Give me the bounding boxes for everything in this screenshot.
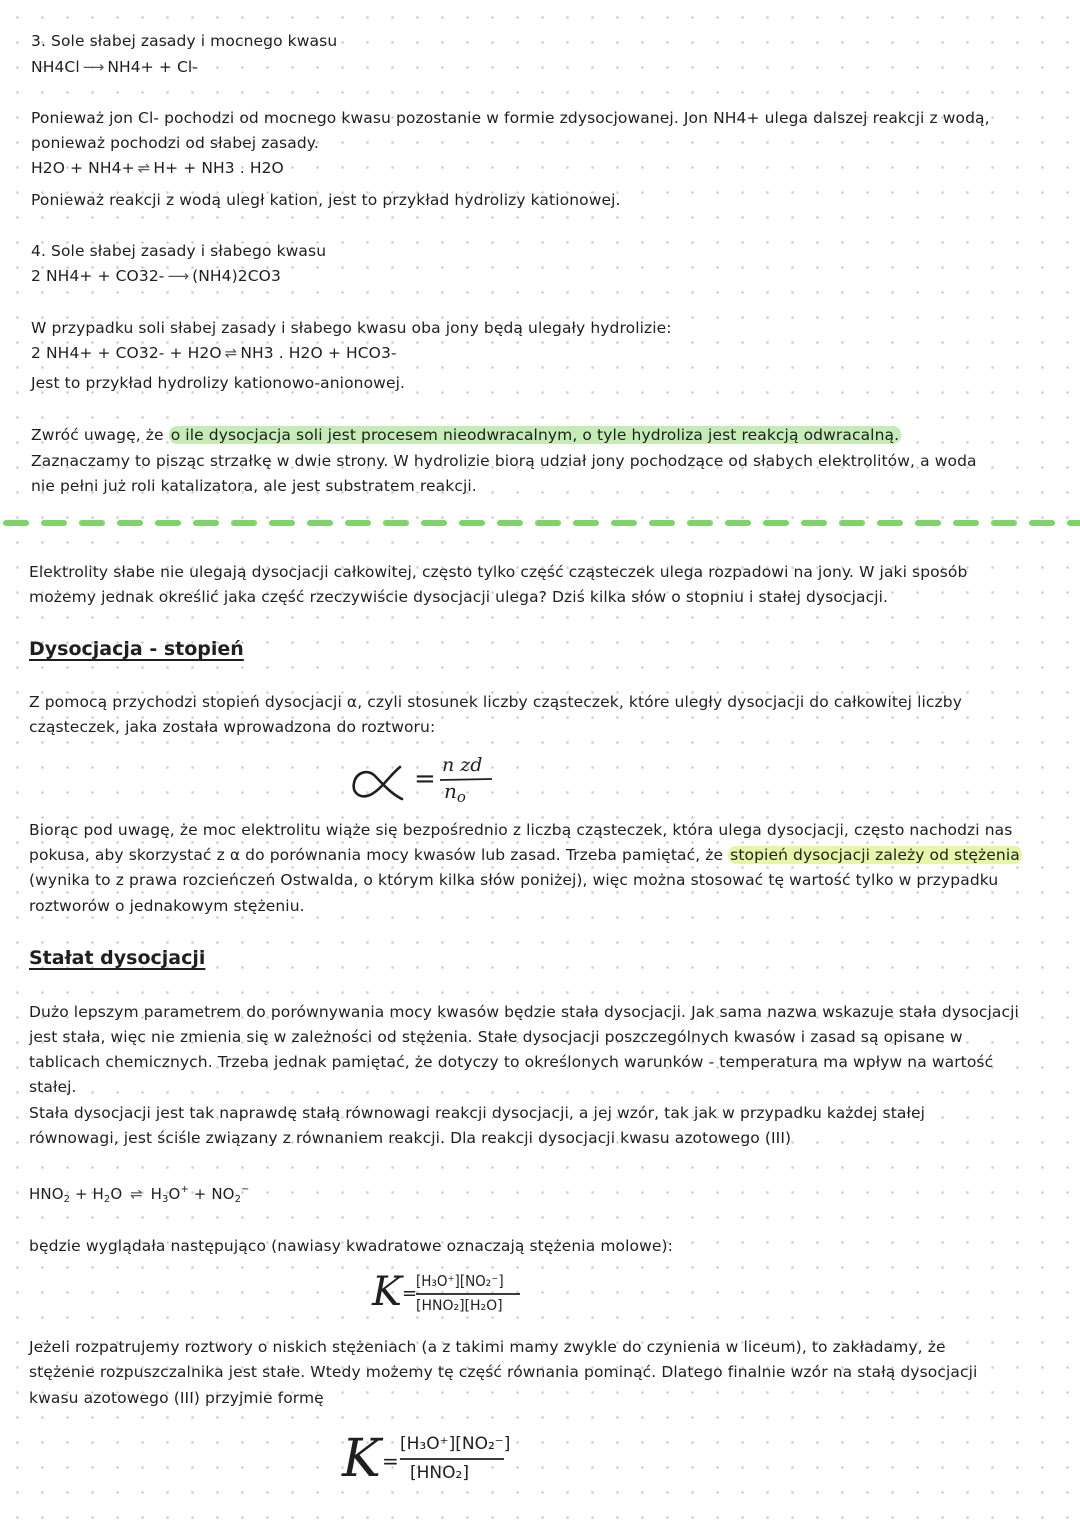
equation-right: H+ + NH3 . H2O	[153, 159, 284, 177]
constant-paragraph-line: będzie wyglądała następująco (nawiasy kwadratowe oznaczają stężenia molowe):	[29, 1237, 673, 1255]
note-text: Zwróć uwagę, że	[31, 426, 169, 444]
k-numerator: [H₃O⁺][NO₂⁻]	[416, 1272, 504, 1290]
heading-dissociation-constant: Stałat dysocjacji	[29, 947, 206, 969]
degree-paragraph-2-line: roztworów o jednakowym stężeniu.	[29, 897, 305, 915]
arrow-right-icon: ⟶	[82, 58, 105, 76]
equals-sign: =	[402, 1283, 418, 1304]
denominator-subscript: o	[456, 788, 466, 806]
section-3-equation-2	[31, 158, 284, 178]
section-3-title: 3. Sole słabej zasady i mocnego kwasu	[31, 32, 338, 50]
equilibrium-arrow-icon: ⇌	[130, 1185, 143, 1203]
section-4-equation-2	[31, 343, 397, 363]
note-line: nie pełni już roli katalizatora, ale jest substratem reakcji.	[31, 477, 477, 495]
k-symbol: K	[342, 1429, 381, 1489]
equation-left: H2O + NH4+	[31, 159, 135, 177]
section-3-paragraph-line: Ponieważ reakcji z wodą uległ kation, jest to przykład hydrolizy kationowej.	[31, 191, 621, 209]
equilibrium-arrow-icon: ⇌	[137, 159, 151, 177]
equation-right: NH4+ + Cl-	[107, 58, 199, 76]
alpha-numerator: n zd	[442, 754, 483, 776]
constant-paragraph-line: Dużo lepszym parametrem do porównywania mocy kwasów będzie stała dysocjacji. Jak sama nazwa wskazuje stała dysocjacji	[29, 1003, 1019, 1021]
degree-paragraph-2-line: Biorąc pod uwagę, że moc elektrolitu wiąże się bezpośrednio z liczbą cząsteczek, która ulega dysocjacji, często nachodzi nas	[29, 821, 1013, 839]
arrow-right-icon: ⟶	[167, 267, 190, 285]
equals-sign: =	[414, 764, 436, 794]
equation-right: (NH4)2CO3	[192, 267, 281, 285]
section-3-equation	[31, 57, 198, 77]
k-denominator: [HNO₂]	[410, 1463, 469, 1483]
equation-left: 2 NH4+ + CO32-	[31, 267, 165, 285]
alpha-denominator	[444, 780, 466, 808]
section-3-paragraph-line: ponieważ pochodzi od słabej zasady.	[31, 134, 319, 152]
constant-paragraph-line: równowagi, jest ściśle związany z równaniem reakcji. Dla reakcji dysocjacji kwasu azotowego (III)	[29, 1129, 792, 1147]
degree-paragraph-2-line: (wynika to z prawa rozcieńczeń Ostwalda, o którym kilka słów poniżej), więc można stosować tę wartość tylko w przypadku	[29, 871, 999, 889]
constant-paragraph-line: kwasu azotowego (III) przyjmie formę	[29, 1389, 324, 1407]
nitrous-acid-equation: $HNO_2 + H_2O$ ⇌ $H_3O^+ + NO_2^-$	[29, 1184, 250, 1205]
k-symbol: K	[372, 1269, 402, 1315]
heading-dissociation-degree: Dysocjacja - stopień	[29, 638, 244, 660]
degree-paragraph-line: Z pomocą przychodzi stopień dysocjacji α, czyli stosunek liczby cząsteczek, które uległy dysocjacji do całkowitej liczby	[29, 693, 962, 711]
equals-sign: =	[382, 1449, 399, 1473]
degree-paragraph-line: cząsteczek, jaka została wprowadzona do roztworu:	[29, 718, 436, 736]
section-4-title: 4. Sole słabej zasady i słabego kwasu	[31, 242, 327, 260]
constant-paragraph-line: stężenie rozpuszczalnika jest stałe. Wtedy możemy tę część równania pominąć. Dlatego finalnie wzór na stałą dysocjacji	[29, 1363, 978, 1381]
degree-highlight: stopień dysocjacji zależy od stężenia	[730, 846, 1020, 864]
alpha-formula	[348, 755, 508, 807]
note-line: Zaznaczamy to pisząc strzałkę w dwie strony. W hydrolizie biorą udział jony pochodzące od słabych elektrolitów, a woda	[31, 452, 977, 470]
degree-paragraph-2-line	[29, 845, 1022, 865]
k-formula-final	[342, 1430, 522, 1494]
k-denominator: [HNO₂][H₂O]	[416, 1298, 503, 1314]
intro-line: Elektrolity słabe nie ulegają dysocjacji całkowitej, często tylko część cząsteczek ulega rozpadowi na jony. W jaki sposób	[29, 563, 968, 581]
note-line	[31, 425, 901, 445]
constant-paragraph-line: jest stała, więc nie zmienia się w zależności od stężenia. Stałe dysocjacji poszczególnych kwasów i zasad są opisane w	[29, 1028, 963, 1046]
degree-text: pokusa, aby skorzystać z α do porównania mocy kwasów lub zasad. Trzeba pamiętać, że	[29, 846, 729, 864]
equation-left: NH4Cl	[31, 58, 80, 76]
section-4-paragraph-line: Jest to przykład hydrolizy kationowo-anionowej.	[31, 374, 406, 392]
fraction-bar	[400, 1457, 510, 1461]
equation-left: 2 NH4+ + CO32- + H2O	[31, 344, 222, 362]
denominator-n: n	[444, 779, 457, 803]
section-4-paragraph-line: W przypadku soli słabej zasady i słabego kwasu oba jony będą ulegały hydrolizie:	[31, 319, 672, 337]
section-4-equation	[31, 266, 281, 286]
k-formula-full	[372, 1270, 542, 1320]
note-highlight: o ile dysocjacja soli jest procesem nieodwracalnym, o tyle hydroliza jest reakcją odwracalną.	[170, 426, 900, 444]
constant-paragraph-line: Stała dysocjacji jest tak naprawdę stałą równowagi reakcji dysocjacji, a jej wzór, tak jak w przypadku każdej stałej	[29, 1104, 926, 1122]
constant-paragraph-line: tablicach chemicznych. Trzeba jednak pamiętać, że dotyczy to określonych warunków - temperatura ma wpływ na wartość	[29, 1053, 994, 1071]
fraction-bar	[416, 1292, 526, 1296]
equation-right: NH3 . H2O + HCO3-	[240, 344, 397, 362]
alpha-symbol-icon	[348, 759, 408, 803]
section-divider	[0, 517, 1080, 529]
k-numerator: [H₃O⁺][NO₂⁻]	[400, 1434, 511, 1454]
constant-paragraph-line: stałej.	[29, 1078, 77, 1096]
intro-line: możemy jednak określić jaka część rzeczywiście dysocjacji ulega? Dziś kilka słów o stopniu i stałej dysocjacji.	[29, 588, 889, 606]
constant-paragraph-line: Jeżeli rozpatrujemy roztwory o niskich stężeniach (a z takimi mamy zwykle do czynienia w liceum), to zakładamy, że	[29, 1338, 946, 1356]
equilibrium-arrow-icon: ⇌	[224, 344, 238, 362]
section-3-paragraph-line: Ponieważ jon Cl- pochodzi od mocnego kwasu pozostanie w formie zdysocjowanej. Jon NH4+ ulega dalszej reakcji z wodą,	[31, 109, 990, 127]
